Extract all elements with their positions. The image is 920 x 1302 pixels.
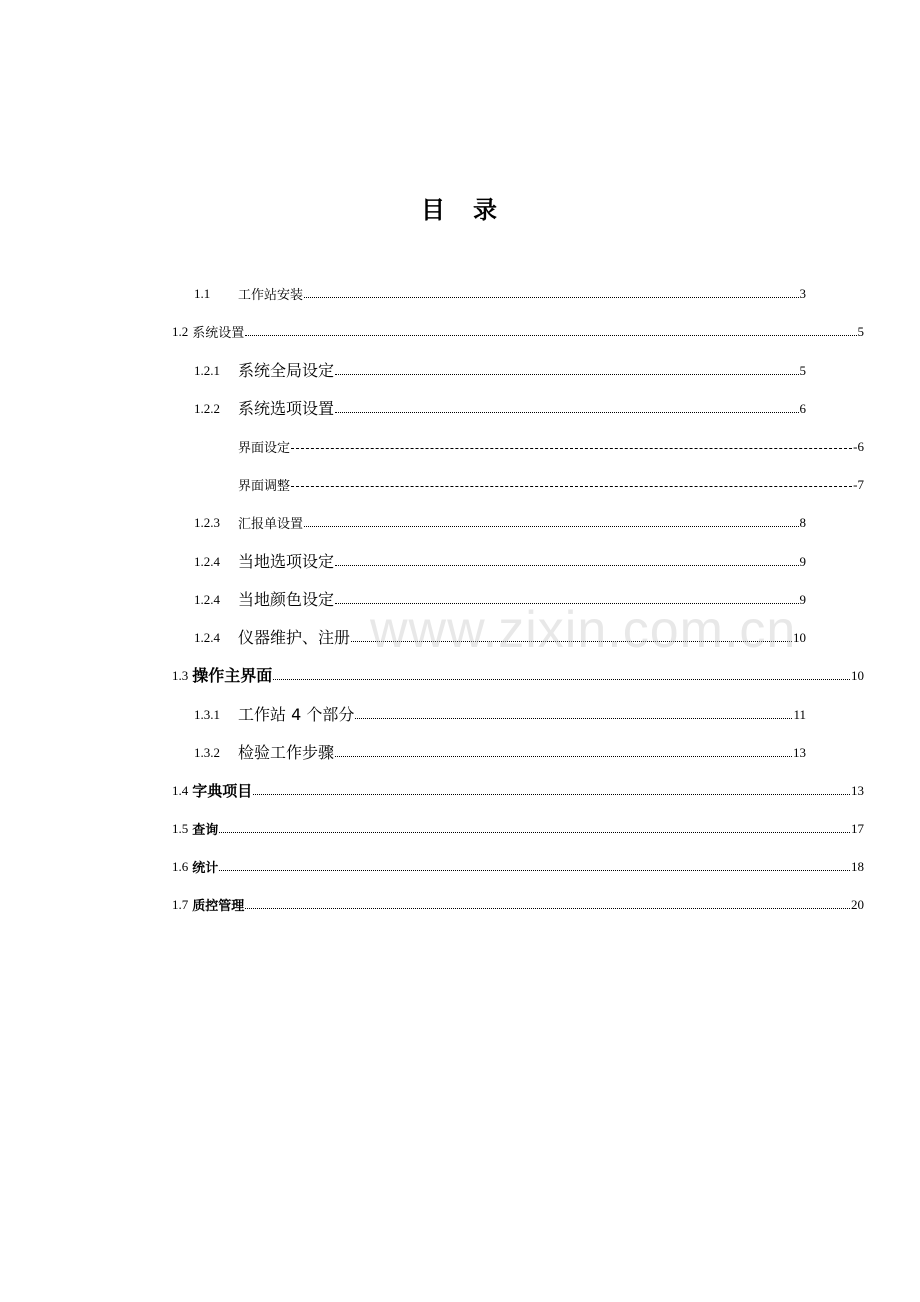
toc-entry[interactable]	[194, 737, 806, 761]
toc-entry-number: 1.2	[172, 324, 189, 339]
toc-entry[interactable]	[238, 469, 864, 493]
toc-entry[interactable]	[194, 355, 806, 379]
toc-entry-number: 1.3.2	[194, 745, 220, 760]
toc-entry-title: 查询	[192, 823, 219, 838]
toc-entry-number: 1.3	[172, 668, 189, 683]
toc-entry-page: 13	[851, 783, 864, 798]
toc-entry-number: 1.1	[194, 286, 211, 301]
toc-entry-title: 工作站 4 个部分	[238, 705, 355, 724]
toc-entry-title: 操作主界面	[192, 666, 273, 685]
toc-entry-title: 当地选项设定	[238, 552, 335, 571]
toc-entry[interactable]	[194, 584, 806, 608]
toc-entry-number: 1.2.2	[194, 401, 220, 416]
toc-entry[interactable]	[194, 546, 806, 570]
toc-entry-page: -7	[853, 477, 864, 492]
toc-entry-title: 当地颜色设定	[238, 590, 335, 609]
toc-entry-title: 系统设置	[192, 326, 245, 341]
toc-entry-number: 1.4	[172, 783, 189, 798]
toc-entry-title: 系统全局设定	[238, 361, 335, 380]
toc-entry-number: 1.3.1	[194, 707, 220, 722]
toc-leader-dots	[219, 870, 850, 871]
toc-leader-dots	[253, 794, 850, 795]
toc-entry-page: 9	[799, 554, 806, 569]
toc-leader-dashes	[291, 486, 852, 487]
toc-entry[interactable]	[172, 889, 864, 913]
toc-leader-dots	[335, 603, 798, 604]
toc-leader-dots	[335, 412, 798, 413]
toc-entry-page: 5	[857, 324, 864, 339]
toc-leader-dots	[273, 679, 850, 680]
toc-entry-page: 9	[799, 592, 806, 607]
toc-entry[interactable]	[172, 851, 864, 875]
toc-leader-dots	[351, 641, 792, 642]
toc-entry-page: 5	[799, 363, 806, 378]
toc-entry-title: 汇报单设置	[238, 517, 304, 532]
toc-entry-title: 仪器维护、注册	[238, 628, 351, 647]
toc-leader-dots	[335, 756, 792, 757]
toc-entry[interactable]	[172, 660, 864, 684]
toc-entry-title: 统计	[192, 861, 219, 876]
toc-entry[interactable]	[194, 393, 806, 417]
toc-entry-number: 1.7	[172, 897, 189, 912]
toc-leader-dots	[335, 565, 798, 566]
toc-leader-dots	[245, 908, 850, 909]
toc-entry-page: 3	[799, 286, 806, 301]
toc-entry[interactable]	[194, 699, 806, 723]
toc-entry[interactable]	[172, 813, 864, 837]
toc-entry[interactable]	[194, 507, 806, 531]
toc-entry-number: 1.2.3	[194, 515, 220, 530]
toc-entry-title: 质控管理	[192, 899, 245, 914]
toc-entry-number: 1.2.4	[194, 592, 220, 607]
toc-entry-page: 13	[793, 745, 806, 760]
toc-entry-title: 界面设定	[238, 441, 291, 456]
toc-entry-number: 1.2.4	[194, 630, 220, 645]
toc-entry-page: 10	[793, 630, 806, 645]
toc-entry-page: 11	[793, 707, 806, 722]
toc-entry-title: 工作站安装	[238, 288, 304, 303]
toc-leader-dots	[335, 374, 798, 375]
watermark: www.zixin.com.cn	[370, 601, 797, 659]
toc-entry-title: 界面调整	[238, 479, 291, 494]
page-title: 目 录	[421, 196, 499, 224]
toc-entry[interactable]	[172, 775, 864, 799]
toc-leader-dots	[245, 335, 856, 336]
toc-entry-page: -6	[853, 439, 864, 454]
toc-entry-number: 1.5	[172, 821, 189, 836]
toc-entry-page: 8	[799, 515, 806, 530]
toc-entry-page: 10	[851, 668, 864, 683]
toc-leader-dashes	[291, 448, 852, 449]
toc-entry-title: 检验工作步骤	[238, 743, 335, 762]
toc-entry[interactable]	[238, 431, 864, 455]
toc-entry-number: 1.2.4	[194, 554, 220, 569]
toc-entry-page: 17	[851, 821, 864, 836]
toc-entry[interactable]	[172, 316, 864, 340]
toc-entry-title: 字典项目	[192, 782, 253, 800]
toc-entry-page: 20	[851, 897, 864, 912]
toc-leader-dots	[219, 832, 850, 833]
toc-leader-dots	[355, 718, 792, 719]
toc-leader-dots	[304, 526, 798, 527]
toc-entry-page: 6	[799, 401, 806, 416]
toc-leader-dots	[304, 297, 798, 298]
toc-entry-number: 1.6	[172, 859, 189, 874]
toc-entry-number: 1.2.1	[194, 363, 220, 378]
toc-entry[interactable]	[194, 622, 806, 646]
toc-entry-page: 18	[851, 859, 864, 874]
toc-entry-title: 系统选项设置	[238, 399, 335, 418]
toc-entry[interactable]	[194, 278, 806, 302]
